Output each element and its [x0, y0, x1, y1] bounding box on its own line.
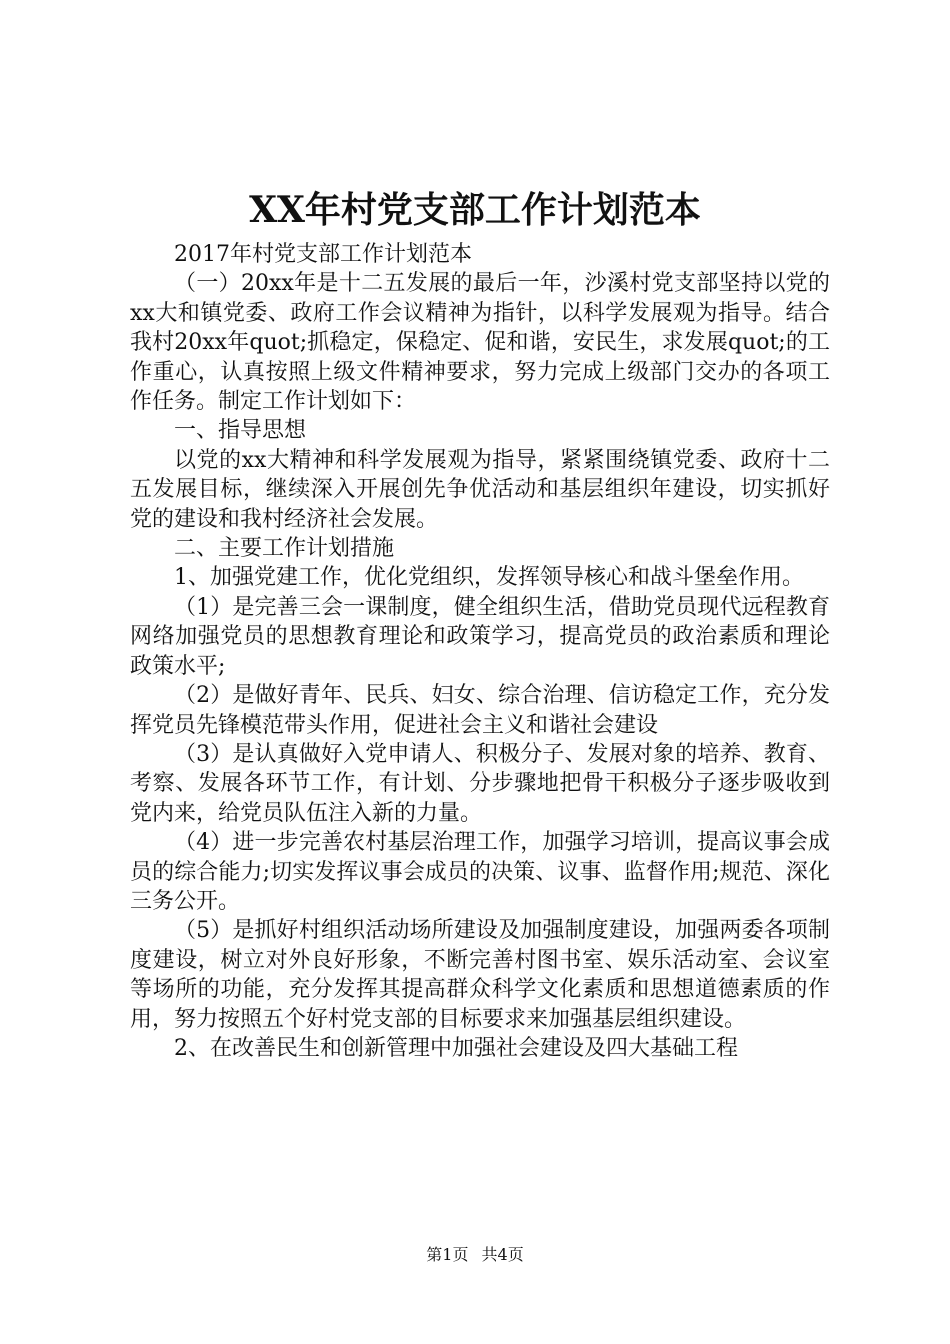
document-subtitle: 2017年村党支部工作计划范本 [174, 242, 472, 267]
measure-1-item-5: （5）是抓好村组织活动场所建设及加强制度建设，加强两委各项制度建设，树立对外良好形象，不断完善村图书室、娱乐活动室、会议室等场所的功能，充分发挥其提高群众科学文化素质和思想道德素质的作用，努力按照五个好村党支部的目标要求来加强基层组织建设。 [130, 918, 830, 1032]
measure-2-heading: 2、在改善民生和创新管理中加强社会建设及四大基础工程 [174, 1035, 738, 1061]
measure-1-item-3: （3）是认真做好入党申请人、积极分子、发展对象的培养、教育、考察、发展各环节工作，有计划、分步骤地把骨干积极分子逐步吸收到党内来，给党员队伍注入新的力量。 [130, 741, 830, 826]
document-title: XX年村党支部工作计划范本 [249, 189, 701, 231]
page-footer [0, 1244, 950, 1266]
page-number: 第1页 [426, 1245, 469, 1264]
guiding-ideology-paragraph: 以党的xx大精神和科学发展观为指导，紧紧围绕镇党委、政府十二五发展目标，继续深入开展创先争优活动和基层组织年建设，切实抓好党的建设和我村经济社会发展。 [130, 447, 830, 532]
measure-1-item-1: （1）是完善三会一课制度，健全组织生活，借助党员现代远程教育网络加强党员的思想教育理论和政策学习，提高党员的政治素质和理论政策水平; [130, 594, 830, 679]
page-total: 共4页 [481, 1245, 524, 1264]
section-heading-main-measures: 二、主要工作计划措施 [174, 536, 395, 562]
measure-1-item-4: （4）进一步完善农村基层治理工作，加强学习培训，提高议事会成员的综合能力;切实发挥议事会成员的决策、议事、监督作用;规范、深化三务公开。 [130, 830, 830, 914]
measure-1-heading: 1、加强党建工作，优化党组织，发挥领导核心和战斗堡垒作用。 [174, 565, 804, 591]
measure-1-item-2: （2）是做好青年、民兵、妇女、综合治理、信访稳定工作，充分发挥党员先锋模范带头作用，促进社会主义和谐社会建设 [130, 683, 830, 738]
section-heading-guiding-ideology: 一、指导思想 [174, 418, 307, 444]
document-body [130, 240, 830, 1063]
intro-paragraph: （一）20xx年是十二五发展的最后一年，沙溪村党支部坚持以党的xx大和镇党委、政府工作会议精神为指针，以科学发展观为指导。结合我村20xx年quot;抓稳定，保稳定、促和谐，安民生，求发展quot;的工作重心，认真按照上级文件精神要求，努力完成上级部门交办的各项工作任务。制定工作计划如下： [130, 271, 830, 415]
